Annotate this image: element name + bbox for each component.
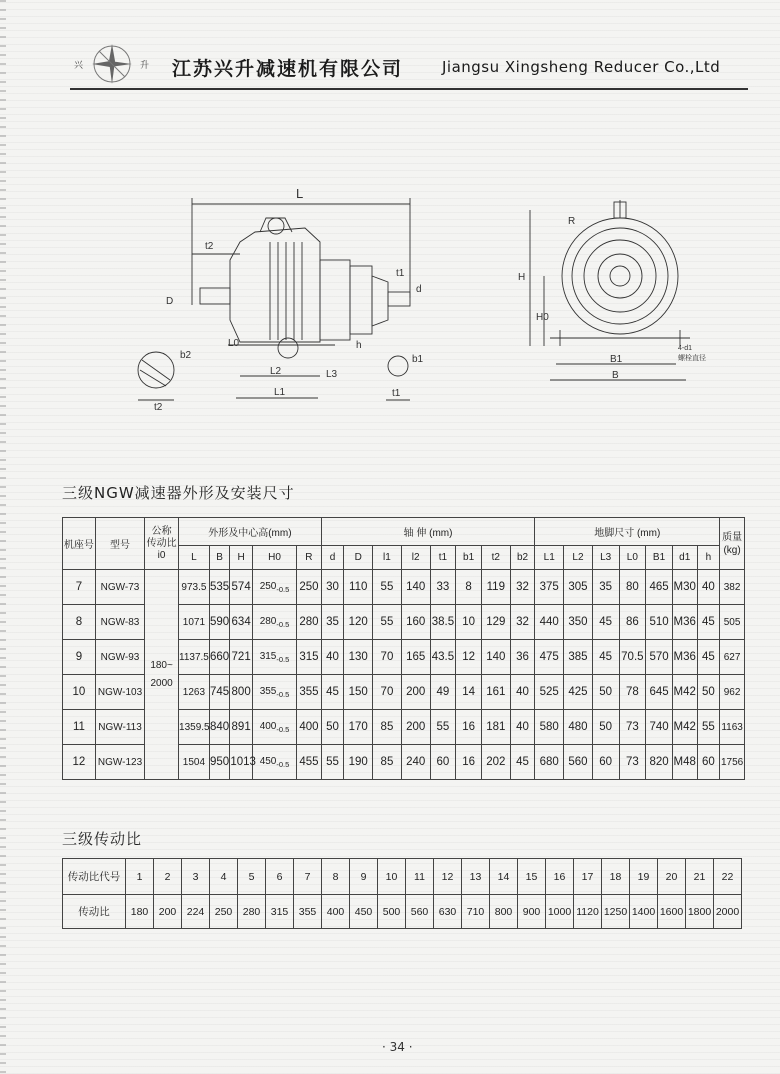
company-name-cn: 江苏兴升减速机有限公司 <box>172 58 404 80</box>
cell-model: NGW-83 <box>95 605 144 640</box>
cell-weight: 962 <box>720 675 745 710</box>
ratio-code-cell: 18 <box>602 859 630 895</box>
cell-seat-no: 11 <box>63 710 96 745</box>
dim-label-t1: t1 <box>396 268 405 279</box>
h0-tolerance: -0.5 <box>276 584 290 594</box>
cell-b: 745 <box>209 675 230 710</box>
cell-l1: 375 <box>535 570 564 605</box>
dim-label-t2: t2 <box>205 241 214 252</box>
cell-model: NGW-103 <box>95 675 144 710</box>
header-b2: b2 <box>510 546 535 570</box>
ratio-value-cell: 1400 <box>630 895 658 929</box>
header-L0: L0 <box>619 546 646 570</box>
header-L1: L1 <box>535 546 564 570</box>
dimension-table <box>62 517 745 780</box>
cell-l3: 50 <box>592 675 619 710</box>
cell-l0: 73 <box>619 710 646 745</box>
ratio-value-cell: 450 <box>350 895 378 929</box>
ratio-code-cell: 12 <box>434 859 462 895</box>
cell-b1: 820 <box>646 745 673 780</box>
cell-d1: M36 <box>672 640 697 675</box>
cell-h0: $250_{-0.5}$ <box>252 570 296 605</box>
cell-l1: 70 <box>373 640 402 675</box>
cell-l0: 86 <box>619 605 646 640</box>
ratio-code-cell: 14 <box>490 859 518 895</box>
header-foot-group: 地脚尺寸 (mm) <box>535 518 720 546</box>
cell-b: 535 <box>209 570 230 605</box>
ratio-code-cell: 22 <box>714 859 742 895</box>
cell-t1: 38.5 <box>430 605 456 640</box>
cell-r: 250 <box>297 570 322 605</box>
cell-b: 590 <box>209 605 230 640</box>
ratio-value-cell: 800 <box>490 895 518 929</box>
cell-d1: M48 <box>672 745 697 780</box>
ratio-code-cell: 1 <box>126 859 154 895</box>
cell-d1: M36 <box>672 605 697 640</box>
cell-l: 1137.5 <box>179 640 210 675</box>
dim-label-H: H <box>518 272 526 283</box>
dim-label-L1: L1 <box>274 387 286 398</box>
cell-h: 55 <box>697 710 720 745</box>
cell-l2: 480 <box>564 710 593 745</box>
cell-l0: 80 <box>619 570 646 605</box>
table-row <box>63 570 745 605</box>
cell-t1: 33 <box>430 570 456 605</box>
ratio-value-cell: 560 <box>406 895 434 929</box>
ratio-value-cell: 630 <box>434 895 462 929</box>
ratio-code-cell: 7 <box>294 859 322 895</box>
header-b1: b1 <box>456 546 482 570</box>
cell-h: 634 <box>230 605 253 640</box>
cell-b2: 32 <box>510 605 535 640</box>
cell-d: 40 <box>321 640 344 675</box>
cell-d: 45 <box>321 675 344 710</box>
header-t2: t2 <box>481 546 510 570</box>
cell-l1: 440 <box>535 605 564 640</box>
cell-d1: M30 <box>672 570 697 605</box>
cell-l2: 165 <box>401 640 430 675</box>
cell-h: 45 <box>697 605 720 640</box>
header-l1: l1 <box>373 546 402 570</box>
cell-b1: 740 <box>646 710 673 745</box>
header-weight: 质量 (kg) <box>720 518 745 570</box>
dim-label-L3: L3 <box>326 369 338 380</box>
header-d1: d1 <box>672 546 697 570</box>
cell-h: 60 <box>697 745 720 780</box>
cell-b1: 8 <box>456 570 482 605</box>
ratio-value-label: 传动比 <box>63 895 126 929</box>
company-logo <box>72 42 152 86</box>
ratio-value-cell: 400 <box>322 895 350 929</box>
company-name-en: Jiangsu Xingsheng Reducer Co.,Ltd <box>442 58 721 76</box>
cell-l: 1071 <box>179 605 210 640</box>
cell-h0: $400_{-0.5}$ <box>252 710 296 745</box>
cell-b2: 32 <box>510 570 535 605</box>
cell-nominal-ratio: 180~ 2000 <box>145 570 179 780</box>
cell-d: 190 <box>344 745 373 780</box>
header-nominal-ratio: 公称 传动比 i0 <box>145 518 179 570</box>
cell-model: NGW-93 <box>95 640 144 675</box>
ratio-code-cell: 8 <box>322 859 350 895</box>
cell-d: 130 <box>344 640 373 675</box>
ratio-code-cell: 21 <box>686 859 714 895</box>
cell-l1: 85 <box>373 710 402 745</box>
dim-label-D: D <box>166 296 174 307</box>
cell-l1: 85 <box>373 745 402 780</box>
cell-b1: 14 <box>456 675 482 710</box>
cell-h: 50 <box>697 675 720 710</box>
cell-l3: 50 <box>592 710 619 745</box>
logo-text-right: 升 <box>140 61 150 71</box>
h0-tolerance: -0.5 <box>276 759 290 769</box>
ratio-value-cell: 355 <box>294 895 322 929</box>
cell-b2: 45 <box>510 745 535 780</box>
ratio-code-cell: 19 <box>630 859 658 895</box>
ratio-value-cell: 1120 <box>574 895 602 929</box>
cell-d: 30 <box>321 570 344 605</box>
dim-label-t1-key: t1 <box>392 388 401 399</box>
cell-l2: 560 <box>564 745 593 780</box>
ratio-value-cell: 2000 <box>714 895 742 929</box>
ratio-value-cell: 500 <box>378 895 406 929</box>
binding-holes <box>0 0 6 1074</box>
cell-weight: 382 <box>720 570 745 605</box>
cell-h0: $315_{-0.5}$ <box>252 640 296 675</box>
ratio-value-row <box>63 895 742 929</box>
dim-label-L0: L0 <box>228 338 240 349</box>
header-shaft-group: 轴 伸 (mm) <box>321 518 535 546</box>
cell-d: 55 <box>321 745 344 780</box>
cell-b1: 16 <box>456 745 482 780</box>
dim-label-t2-key: t2 <box>154 402 163 413</box>
cell-d1: M42 <box>672 675 697 710</box>
ratio-code-label: 传动比代号 <box>63 859 126 895</box>
cell-h: 40 <box>697 570 720 605</box>
ratio-code-cell: 16 <box>546 859 574 895</box>
cell-b: 840 <box>209 710 230 745</box>
cell-l2: 385 <box>564 640 593 675</box>
cell-t2: 119 <box>481 570 510 605</box>
header-h: h <box>697 546 720 570</box>
cell-h0: $280_{-0.5}$ <box>252 605 296 640</box>
cell-l2: 240 <box>401 745 430 780</box>
cell-t2: 181 <box>481 710 510 745</box>
ratio-value-cell: 280 <box>238 895 266 929</box>
header-l2: l2 <box>401 546 430 570</box>
cell-l1: 55 <box>373 605 402 640</box>
cell-l1: 680 <box>535 745 564 780</box>
cell-h: 1013 <box>230 745 253 780</box>
cell-l2: 305 <box>564 570 593 605</box>
cell-b1: 16 <box>456 710 482 745</box>
cell-l: 1359.5 <box>179 710 210 745</box>
cell-l1: 525 <box>535 675 564 710</box>
dim-label-b2: b2 <box>180 350 192 361</box>
cell-l2: 200 <box>401 710 430 745</box>
cell-t1: 43.5 <box>430 640 456 675</box>
cell-seat-no: 12 <box>63 745 96 780</box>
front-view <box>518 200 706 381</box>
cell-r: 355 <box>297 675 322 710</box>
cell-l0: 70.5 <box>619 640 646 675</box>
cell-l2: 160 <box>401 605 430 640</box>
cell-d: 120 <box>344 605 373 640</box>
cell-b1: 570 <box>646 640 673 675</box>
cell-l1: 580 <box>535 710 564 745</box>
cell-h: 721 <box>230 640 253 675</box>
cell-t2: 161 <box>481 675 510 710</box>
cell-d: 170 <box>344 710 373 745</box>
dim-label-4-d1: 4-d1 <box>678 345 693 352</box>
ratio-value-cell: 200 <box>154 895 182 929</box>
cell-l1: 55 <box>373 570 402 605</box>
ratio-value-cell: 180 <box>126 895 154 929</box>
cell-seat-no: 7 <box>63 570 96 605</box>
ratio-code-cell: 20 <box>658 859 686 895</box>
header-L3: L3 <box>592 546 619 570</box>
cell-d: 35 <box>321 605 344 640</box>
cell-d: 110 <box>344 570 373 605</box>
ratio-code-cell: 5 <box>238 859 266 895</box>
cell-l1: 475 <box>535 640 564 675</box>
cell-l: 1504 <box>179 745 210 780</box>
ratio-code-cell: 11 <box>406 859 434 895</box>
cell-l2: 200 <box>401 675 430 710</box>
dim-label-H0: H0 <box>536 312 549 323</box>
cell-d: 50 <box>321 710 344 745</box>
page-number: · 34 · <box>382 1040 413 1054</box>
ratio-table-title: 三级传动比 <box>62 830 143 848</box>
header-outline-group: 外形及中心高(mm) <box>179 518 322 546</box>
cell-b1: 12 <box>456 640 482 675</box>
cell-l3: 45 <box>592 640 619 675</box>
dim-label-B1: B1 <box>610 354 623 365</box>
cell-model: NGW-73 <box>95 570 144 605</box>
cell-h0: $355_{-0.5}$ <box>252 675 296 710</box>
side-view <box>138 186 424 413</box>
h0-tolerance: -0.5 <box>276 689 290 699</box>
dim-label-L: L <box>296 186 304 201</box>
header-t1: t1 <box>430 546 456 570</box>
cell-b1: 10 <box>456 605 482 640</box>
cell-weight: 1163 <box>720 710 745 745</box>
cell-b: 950 <box>209 745 230 780</box>
cell-t2: 129 <box>481 605 510 640</box>
cell-l0: 73 <box>619 745 646 780</box>
header-L2: L2 <box>564 546 593 570</box>
ratio-code-row <box>63 859 742 895</box>
ratio-value-cell: 900 <box>518 895 546 929</box>
cell-l: 1263 <box>179 675 210 710</box>
header-L: L <box>179 546 210 570</box>
cell-h: 574 <box>230 570 253 605</box>
cell-b2: 40 <box>510 675 535 710</box>
cell-t2: 140 <box>481 640 510 675</box>
cell-seat-no: 8 <box>63 605 96 640</box>
header-d: d <box>321 546 344 570</box>
ratio-code-cell: 3 <box>182 859 210 895</box>
ratio-code-cell: 13 <box>462 859 490 895</box>
ratio-value-cell: 1000 <box>546 895 574 929</box>
cell-l3: 45 <box>592 605 619 640</box>
cell-model: NGW-123 <box>95 745 144 780</box>
cell-seat-no: 9 <box>63 640 96 675</box>
ratio-code-cell: 6 <box>266 859 294 895</box>
cell-t1: 55 <box>430 710 456 745</box>
cell-b1: 510 <box>646 605 673 640</box>
ratio-value-cell: 1250 <box>602 895 630 929</box>
dim-label-b1: b1 <box>412 354 424 365</box>
logo-text-left: 兴 <box>74 61 84 71</box>
cell-b1: 465 <box>646 570 673 605</box>
cell-l: 973.5 <box>179 570 210 605</box>
ratio-code-cell: 9 <box>350 859 378 895</box>
h0-tolerance: -0.5 <box>276 619 290 629</box>
ratio-value-cell: 1800 <box>686 895 714 929</box>
reducer-dimension-drawing <box>120 180 706 420</box>
ratio-table <box>62 858 742 929</box>
header-R: R <box>297 546 322 570</box>
h0-tolerance: -0.5 <box>276 654 290 664</box>
header-seat-no: 机座号 <box>63 518 96 570</box>
cell-h: 891 <box>230 710 253 745</box>
cell-model: NGW-113 <box>95 710 144 745</box>
cell-l3: 35 <box>592 570 619 605</box>
cell-r: 400 <box>297 710 322 745</box>
cell-b2: 36 <box>510 640 535 675</box>
dim-label-h: h <box>356 340 362 351</box>
ratio-value-cell: 250 <box>210 895 238 929</box>
cell-h: 45 <box>697 640 720 675</box>
header-B1: B1 <box>646 546 673 570</box>
dimension-table-title: 三级NGW减速器外形及安装尺寸 <box>62 484 295 502</box>
header-H0: H0 <box>252 546 296 570</box>
cell-h: 800 <box>230 675 253 710</box>
dimension-table-body <box>63 570 745 780</box>
dim-label-R: R <box>568 216 576 227</box>
cell-l2: 140 <box>401 570 430 605</box>
header-D: D <box>344 546 373 570</box>
cell-l2: 350 <box>564 605 593 640</box>
ratio-value-cell: 710 <box>462 895 490 929</box>
dim-label-L2: L2 <box>270 366 282 377</box>
cell-t1: 60 <box>430 745 456 780</box>
cell-d1: M42 <box>672 710 697 745</box>
cell-b2: 40 <box>510 710 535 745</box>
cell-l3: 60 <box>592 745 619 780</box>
header-H: H <box>230 546 253 570</box>
cell-weight: 1756 <box>720 745 745 780</box>
ratio-value-cell: 224 <box>182 895 210 929</box>
cell-weight: 505 <box>720 605 745 640</box>
bolt-diameter-note: 螺栓直径 <box>678 355 706 362</box>
cell-l0: 78 <box>619 675 646 710</box>
cell-r: 455 <box>297 745 322 780</box>
cell-d: 150 <box>344 675 373 710</box>
cell-b: 660 <box>209 640 230 675</box>
ratio-code-cell: 2 <box>154 859 182 895</box>
cell-l1: 70 <box>373 675 402 710</box>
cell-t1: 49 <box>430 675 456 710</box>
cell-b1: 645 <box>646 675 673 710</box>
header-B: B <box>209 546 230 570</box>
ratio-value-cell: 315 <box>266 895 294 929</box>
cell-h0: $450_{-0.5}$ <box>252 745 296 780</box>
cell-t2: 202 <box>481 745 510 780</box>
cell-seat-no: 10 <box>63 675 96 710</box>
ratio-code-cell: 4 <box>210 859 238 895</box>
dim-label-d: d <box>416 284 422 295</box>
cell-l2: 425 <box>564 675 593 710</box>
header-rule <box>70 88 748 90</box>
cell-weight: 627 <box>720 640 745 675</box>
header-model: 型号 <box>95 518 144 570</box>
ratio-code-cell: 10 <box>378 859 406 895</box>
ratio-code-cell: 15 <box>518 859 546 895</box>
ratio-code-cell: 17 <box>574 859 602 895</box>
dim-label-B: B <box>612 370 619 381</box>
ratio-value-cell: 1600 <box>658 895 686 929</box>
cell-r: 280 <box>297 605 322 640</box>
cell-r: 315 <box>297 640 322 675</box>
h0-tolerance: -0.5 <box>276 724 290 734</box>
